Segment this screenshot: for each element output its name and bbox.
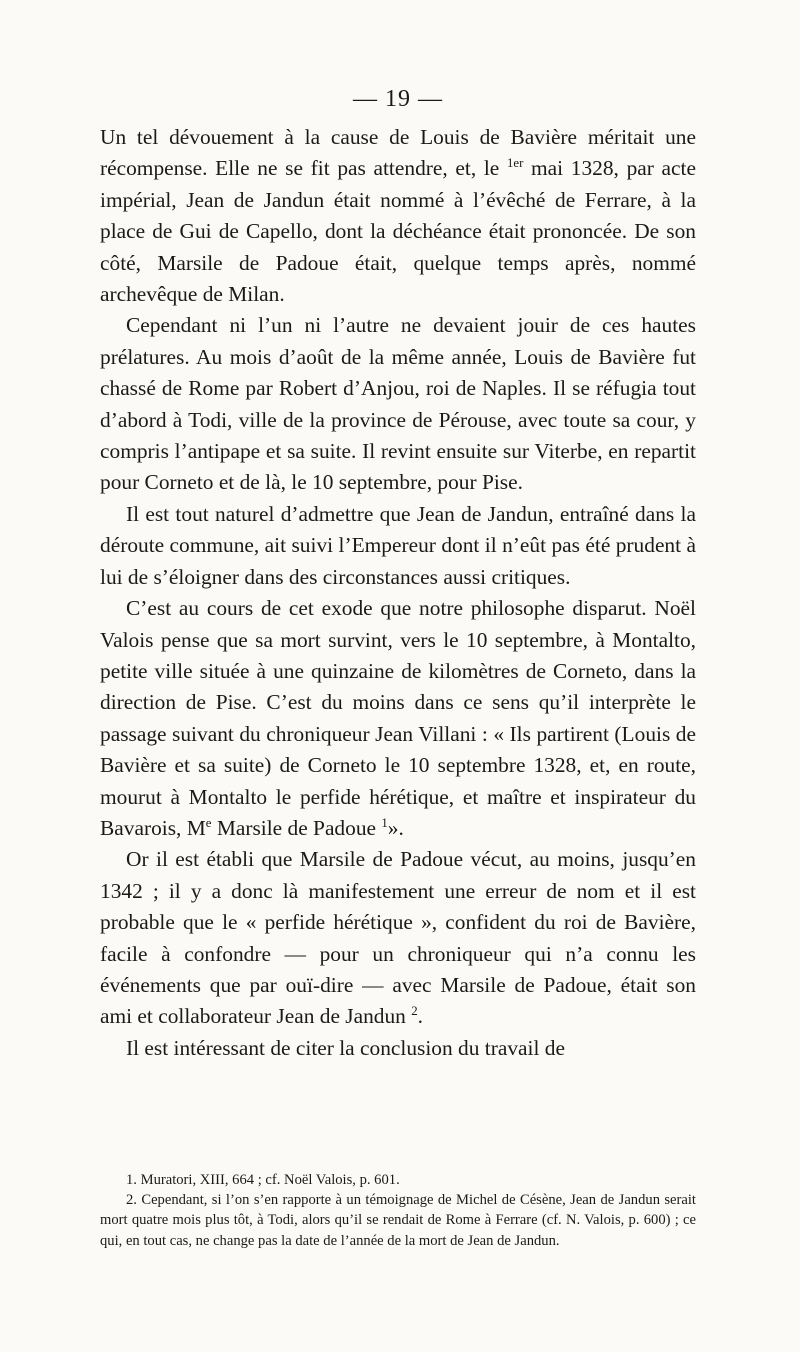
paragraph-1 (100, 122, 696, 310)
footnote-marker-1: 1 (381, 815, 388, 830)
paragraph-4 (100, 593, 696, 844)
footnote-marker-2: 2 (411, 1004, 418, 1019)
paragraph-4-text-c: ». (387, 815, 404, 840)
footnote-2: 2. Cependant, si l’on s’en rapporte à un témoignage de Michel de Césène, Jean de Jandun serait mort quatre mois plus tôt, à Todi, alors qu’il se rendait de Rome à Ferrare (cf. N. Valois, p. 600) ; ce qui, en tout cas, ne change pas la date de l’année de la mort de Jean de Jandun. (100, 1192, 696, 1249)
paragraph-6: Il est intéressant de citer la conclusion du travail de (126, 1035, 565, 1060)
footnotes (100, 1170, 696, 1251)
page-number: — 19 — (353, 86, 443, 112)
paragraph-3: Il est tout naturel d’admettre que Jean de Jandun, entraîné dans la déroute commune, ait suivi l’Empereur dont il n’eût pas été prudent à lui de s’éloigner dans des circonstances aussi critiques. (100, 501, 696, 589)
paragraph-4-text-b: Marsile de Padoue (211, 815, 382, 840)
paragraph-1-text-a: Un tel dévouement à la cause de Louis de Bavière méritait une récompense. Elle ne se fit pas attendre, et, le (100, 125, 696, 181)
body-text (100, 122, 696, 1064)
ordinal-superscript: 1er (506, 156, 524, 171)
paragraph-5 (100, 844, 696, 1032)
footnote-1: 1. Muratori, XIII, 664 ; cf. Noël Valois, p. 601. (126, 1172, 400, 1188)
paragraph-2: Cependant ni l’un ni l’autre ne devaient jouir de ces hautes prélatures. Au mois d’août de la même année, Louis de Bavière fut chassé de Rome par Robert d’Anjou, roi de Naples. Il se réfugia tout d’abord à Todi, ville de la province de Pérouse, avec toute sa cour, y compris l’antipape et sa suite. Il revint ensuite sur Viterbe, en repartit pour Corneto et de là, le 10 septembre, pour Pise. (100, 313, 696, 495)
title-superscript: e (205, 815, 212, 830)
paragraph-4-text-a: C’est au cours de cet exode que notre philosophe disparut. Noël Valois pense que sa mort survint, vers le 10 septembre, à Montalto, petite ville située à une quinzaine de kilomètres de Corneto, dans la direction de Pise. C’est du moins dans ce sens qu’il interprète le passage suivant du chroniqueur Jean Villani : « Ils partirent (Louis de Bavière et sa suite) de Corneto le 10 septembre 1328, et, en route, mourut à Montalto le perfide hérétique, et maître et inspirateur du Bavarois, M (100, 596, 696, 840)
book-page (100, 0, 696, 1352)
paragraph-1-text-b: mai 1328, par acte impérial, Jean de Jandun était nommé à l’évêché de Ferrare, à la place de Gui de Capello, dont la déchéance était prononcée. De son côté, Marsile de Padoue était, quelque temps après, nommé archevêque de Milan. (100, 156, 696, 307)
paragraph-5-text-a: Or il est établi que Marsile de Padoue vécut, au moins, jusqu’en 1342 ; il y a donc là manifestement une erreur de nom et il est probable que le « perfide hérétique », confident du roi de Bavière, facile à confondre — pour un chroniqueur qui n’a connu les événements que par ouï-dire — avec Marsile de Padoue, était son ami et collaborateur Jean de Jandun (100, 847, 696, 1029)
paragraph-5-text-b: . (417, 1004, 424, 1029)
